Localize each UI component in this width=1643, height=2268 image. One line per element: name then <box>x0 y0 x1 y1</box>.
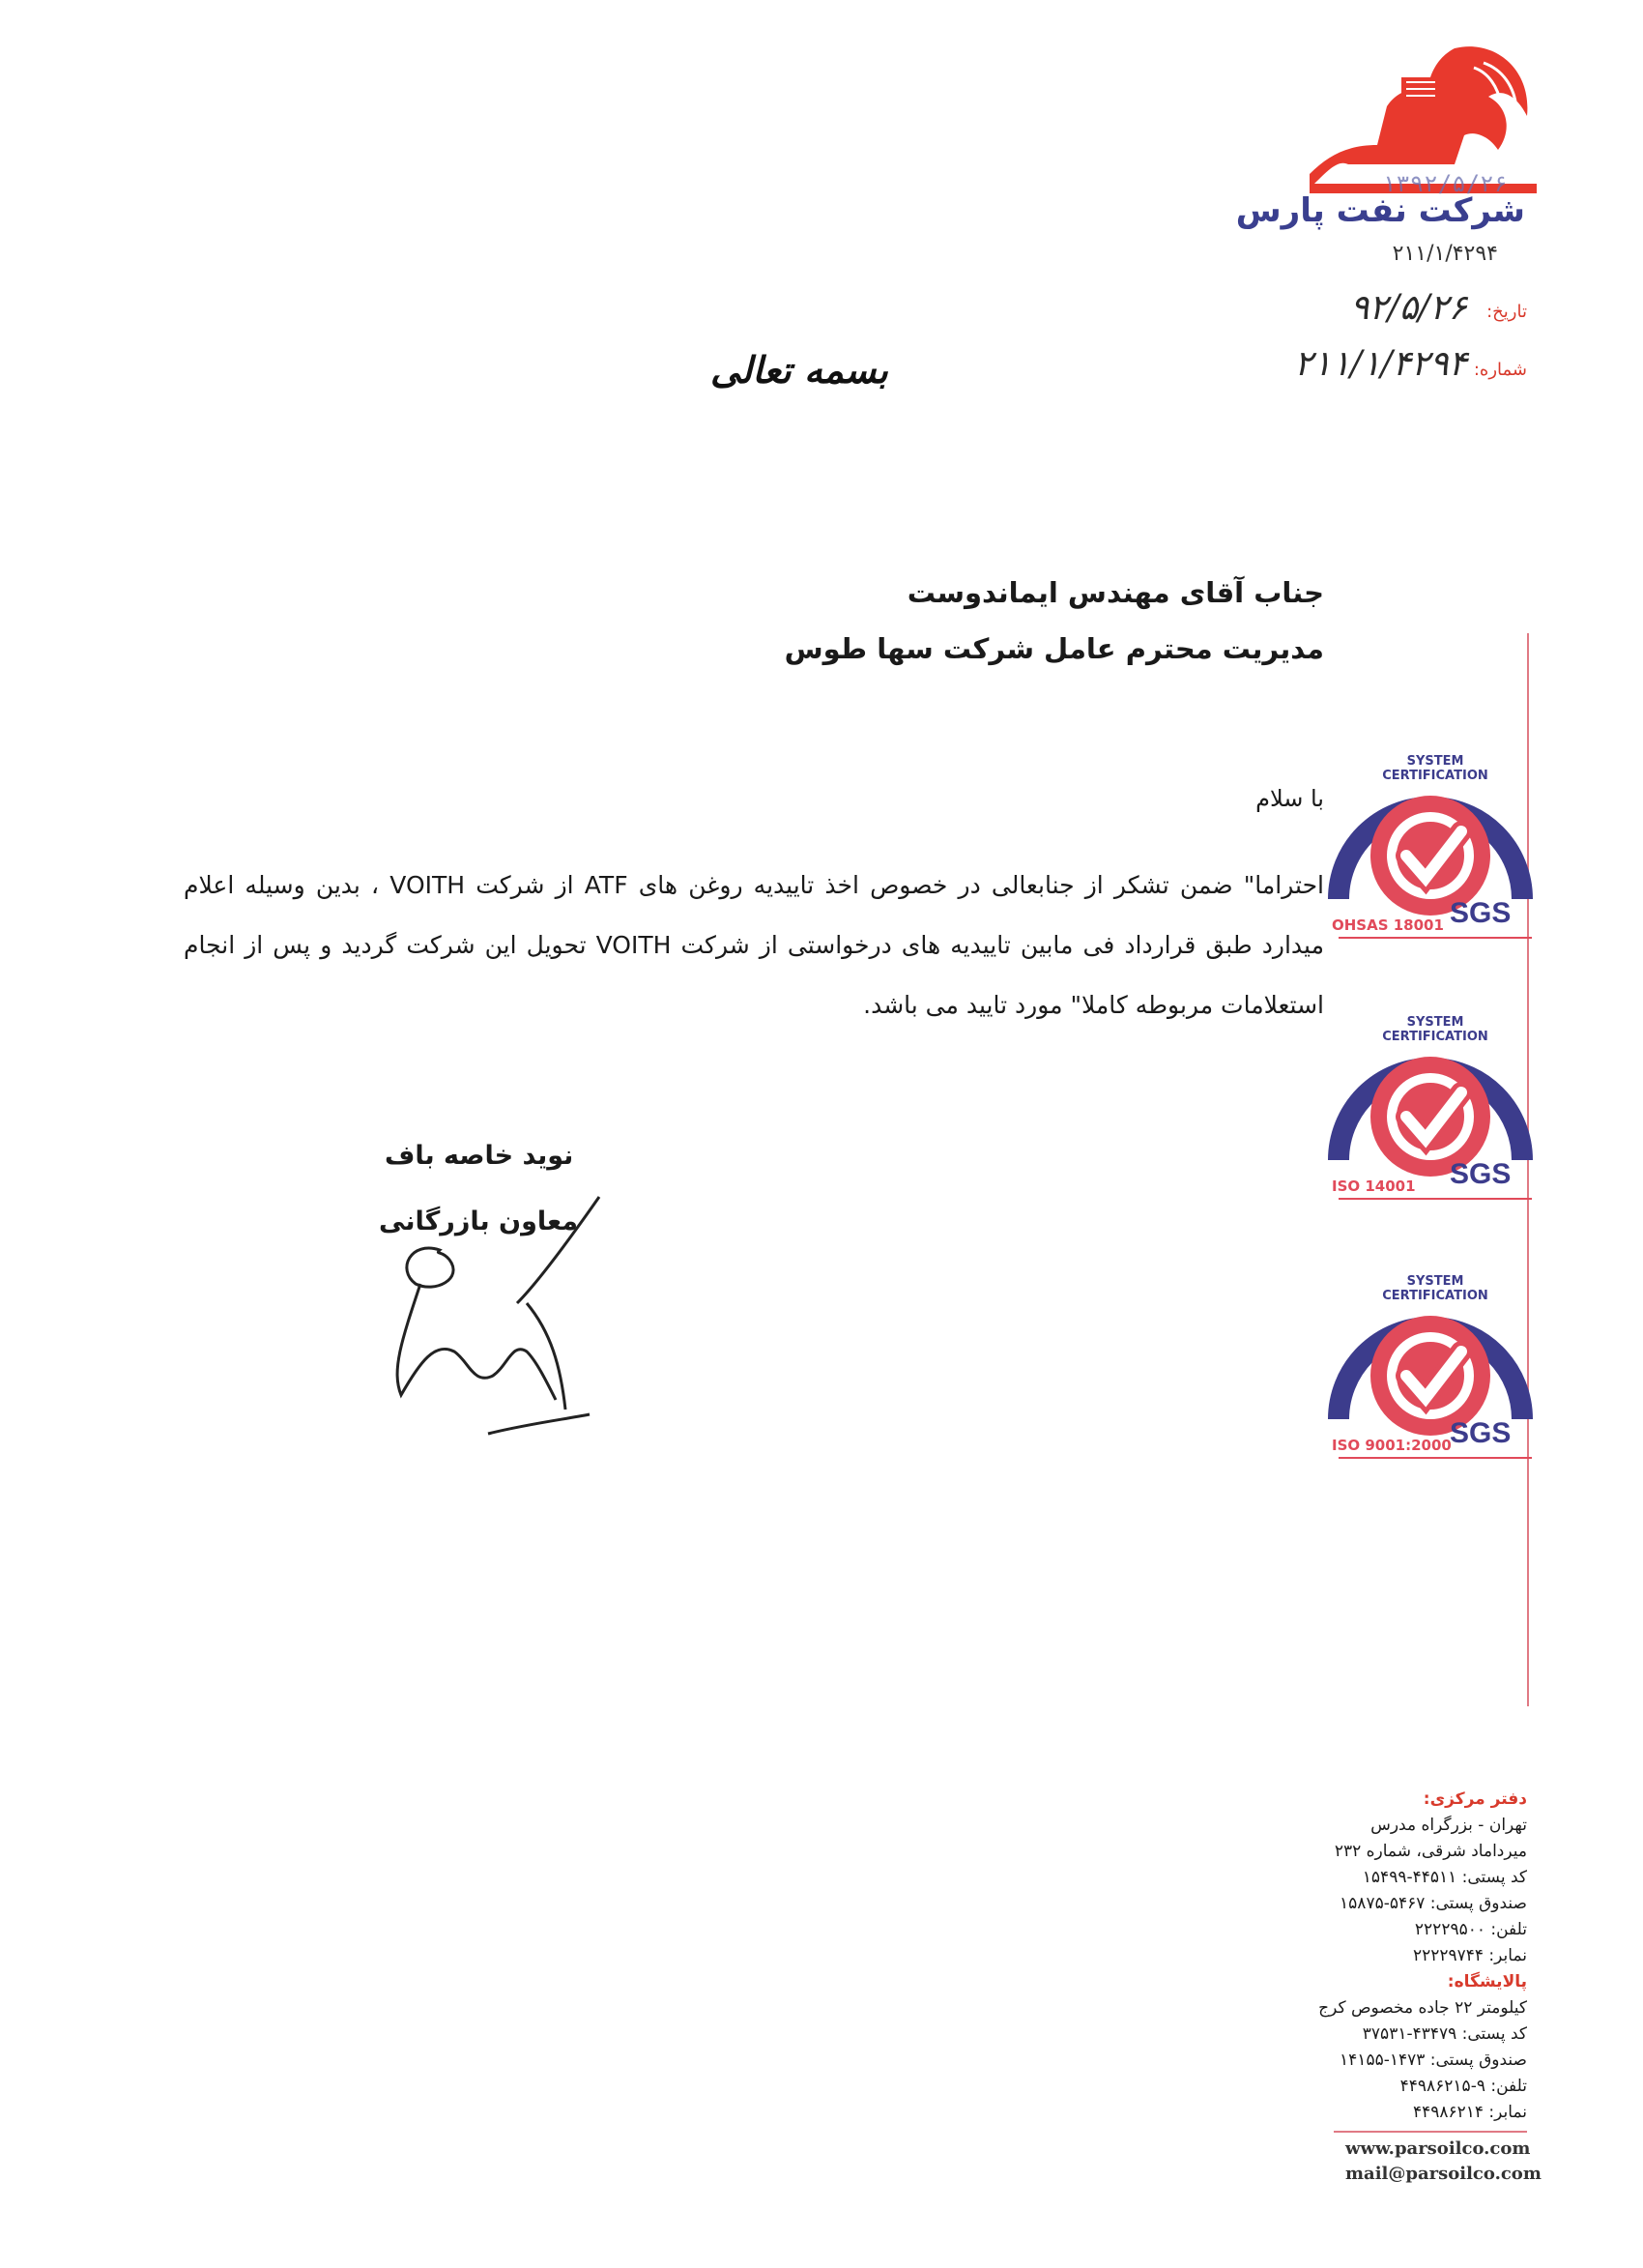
date-value: ۹۲/۵/۲۶ <box>1350 288 1467 328</box>
hq-heading: دفتر مرکزی: <box>1423 1789 1527 1809</box>
refinery-heading: پالایشگاه: <box>1447 1972 1527 1992</box>
date-label: تاریخ: <box>1486 302 1527 322</box>
signer-title: معاون بازرگانی <box>379 1207 578 1236</box>
cert-caption: SYSTEM CERTIFICATION <box>1382 1015 1488 1044</box>
hq-po-box: صندوق پستی: ۵۴۶۷-۱۵۸۷۵ <box>1340 1894 1527 1913</box>
refinery-postal-code: کد پستی: ۴۳۴۷۹-۳۷۵۳۱ <box>1362 2024 1527 2044</box>
signer-name: نوید خاصه باف <box>385 1141 574 1171</box>
stamp-date: ۱۳۹۲/۵/۲۶ <box>1381 170 1508 197</box>
company-name: شرکت نفت پارس <box>1235 191 1525 230</box>
cert-badge-iso14001 <box>1324 1015 1537 1218</box>
footer-divider <box>1334 2131 1527 2133</box>
cert-badge-iso9001 <box>1324 1274 1537 1477</box>
sgs-mark: SGS <box>1450 897 1512 929</box>
email-link[interactable]: mail@parsoilco.com <box>1345 2164 1542 2184</box>
refinery-po-box: صندوق پستی: ۱۴۷۳-۱۴۱۵۵ <box>1340 2050 1527 2070</box>
handwritten-signature <box>382 1187 614 1448</box>
recipient-name: جناب آقای مهندس ایماندوست <box>907 576 1324 609</box>
cert-standard: ISO 9001:2000 <box>1332 1437 1452 1454</box>
hq-phone: تلفن: ۲۲۲۲۹۵۰۰ <box>1414 1920 1527 1939</box>
number-value: ۲۱۱/۱/۴۲۹۴ <box>1294 344 1467 384</box>
letter-body: احتراما" ضمن تشکر از جنابعالی در خصوص اخذ تاییدیه روغن های ATF از شرکت VOITH ، بدین وسیله اعلام میدارد طبق قرارداد فی مابین تاییدیه های درخواستی از شرکت VOITH تحویل این شرکت گردید و پس از انجام استعلامات مربوطه کاملا" مورد تایید می باشد. <box>184 871 1324 1019</box>
hq-postal-code: کد پستی: ۴۴۵۱۱-۱۵۴۹۹ <box>1362 1868 1527 1887</box>
cert-caption: SYSTEM CERTIFICATION <box>1382 754 1488 783</box>
hq-address-line: میرداماد شرقی، شماره ۲۳۲ <box>1334 1842 1527 1861</box>
stamp-number: ۲۱۱/۱/۴۲۹۴ <box>1392 242 1498 266</box>
refinery-address-line: کیلومتر ۲۲ جاده مخصوص کرج <box>1318 1998 1527 2018</box>
number-label: شماره: <box>1473 360 1527 380</box>
bismillah-heading: بسمه تعالی <box>710 348 888 392</box>
cert-standard: OHSAS 18001 <box>1332 916 1444 934</box>
cert-badge-ohsas <box>1324 754 1537 957</box>
sgs-mark: SGS <box>1450 1158 1512 1190</box>
hq-fax: نمابر: ۲۲۲۲۹۷۴۴ <box>1412 1946 1527 1965</box>
recipient-title: مدیریت محترم عامل شرکت سها طوس <box>784 632 1324 665</box>
sgs-mark: SGS <box>1450 1417 1512 1449</box>
refinery-phone: تلفن: ۹-۴۴۹۸۶۲۱۵ <box>1399 2077 1527 2096</box>
footer-address <box>1237 1787 1527 2126</box>
website-link[interactable]: www.parsoilco.com <box>1345 2138 1531 2159</box>
cert-standard: ISO 14001 <box>1332 1178 1416 1195</box>
refinery-fax: نمابر: ۴۴۹۸۶۲۱۴ <box>1412 2103 1527 2122</box>
cert-caption: SYSTEM CERTIFICATION <box>1382 1274 1488 1303</box>
hq-address-line: تهران - بزرگراه مدرس <box>1370 1816 1527 1835</box>
greeting: با سلام <box>1255 785 1324 812</box>
